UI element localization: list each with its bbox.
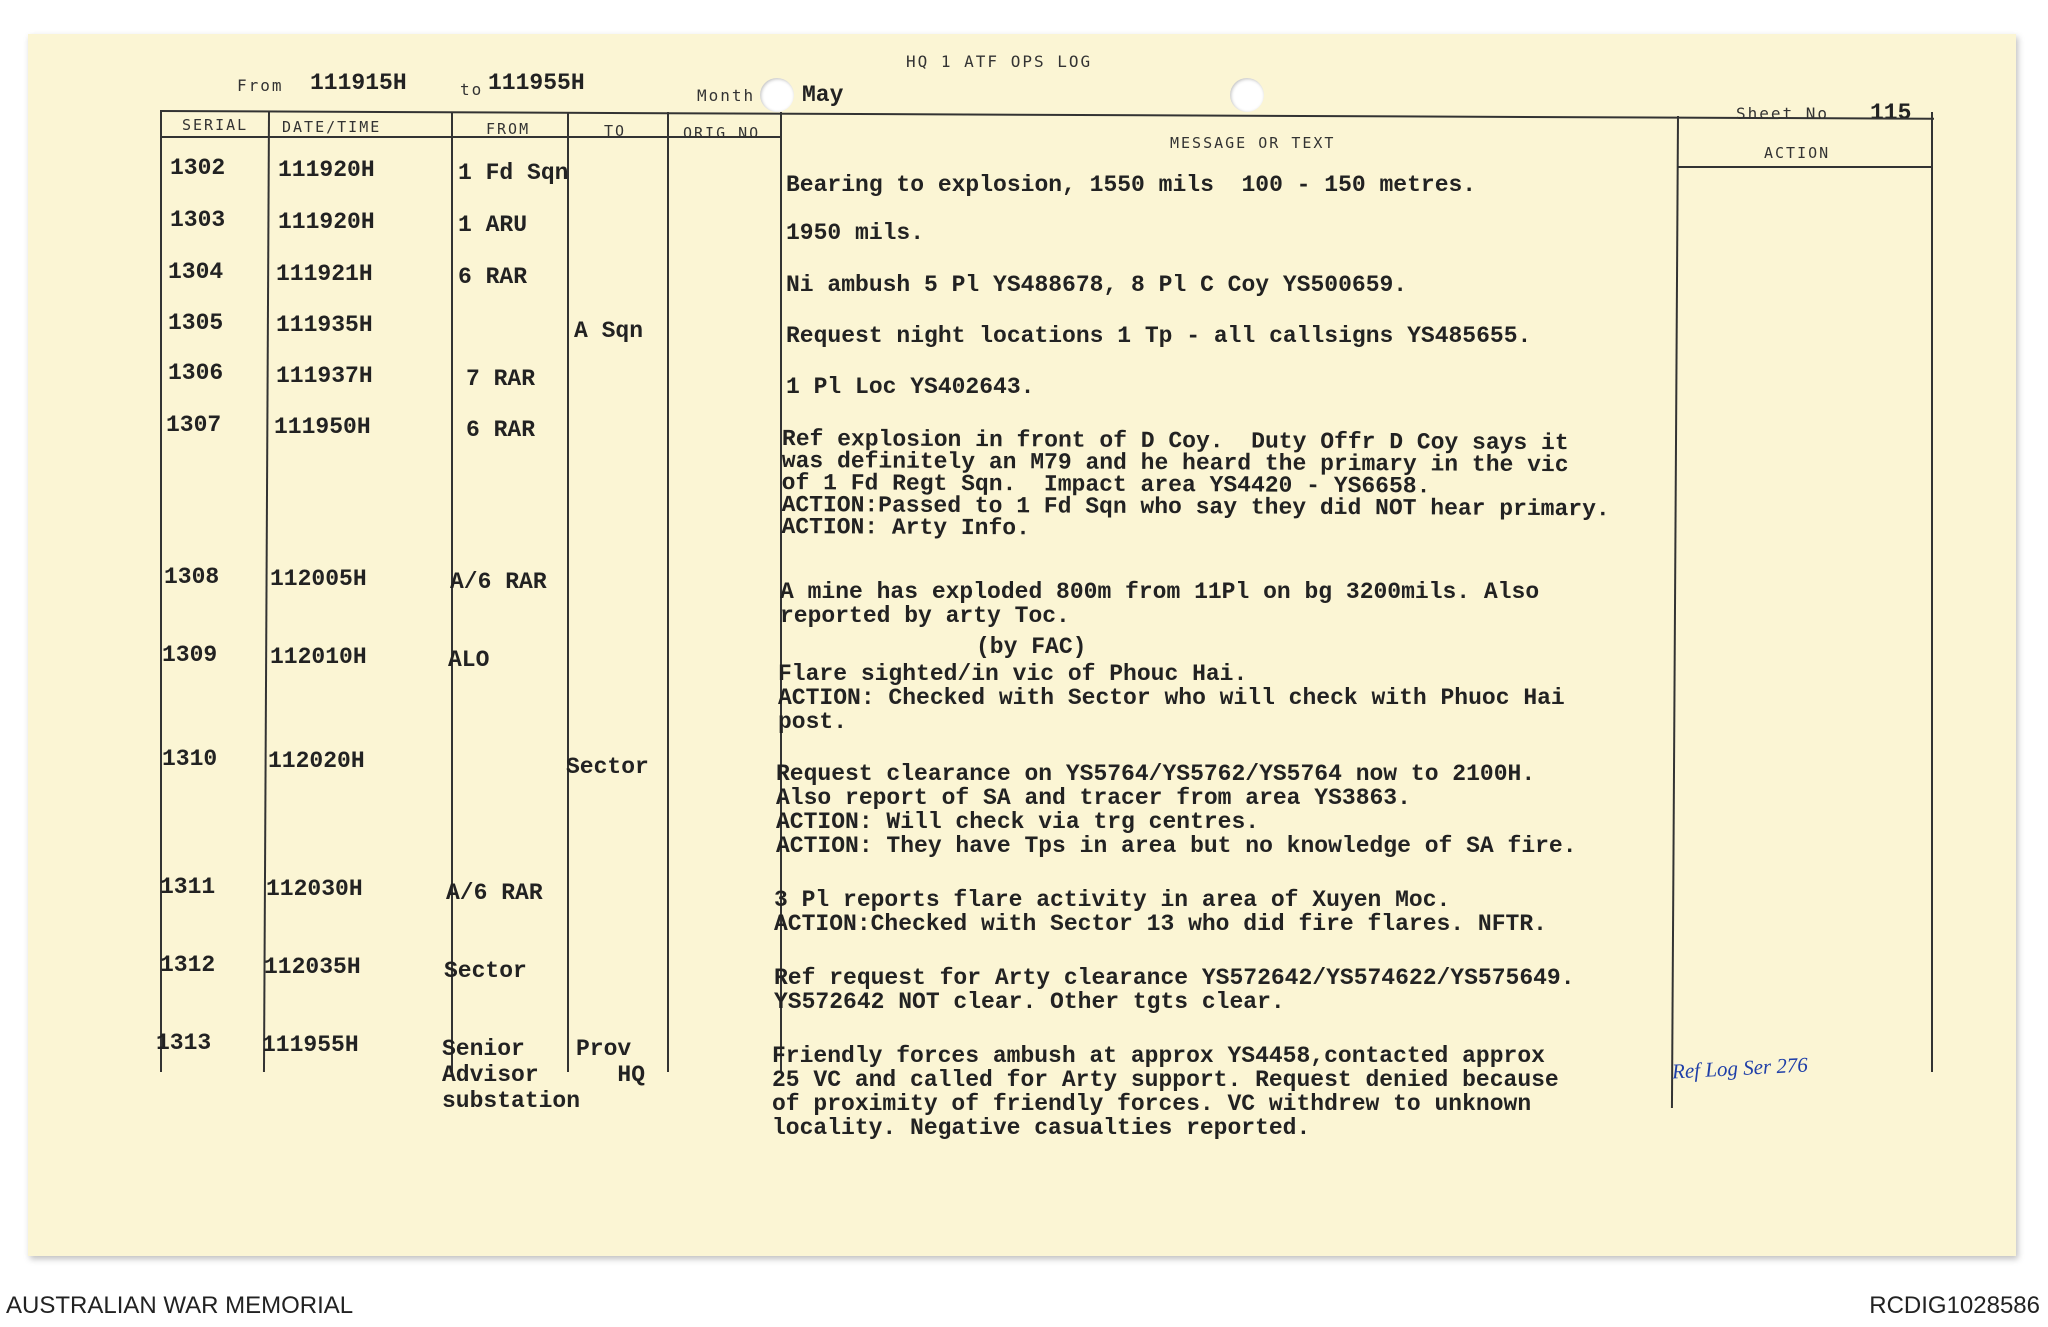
message-1308: A mine has exploded 800m from 11Pl on bg 3200mils. Also reported by arty Toc. (780, 579, 1540, 629)
col-header-message: MESSAGE OR TEXT (1170, 134, 1336, 152)
col-header-to: TO (604, 122, 627, 140)
from-value: 111915H (310, 70, 407, 96)
to-1313: Prov HQ (576, 1036, 646, 1088)
serial-1306: 1306 (168, 360, 224, 386)
sheet-label: Sheet No (1736, 104, 1830, 123)
message-1304: Ni ambush 5 Pl YS488678, 8 Pl C Coy YS500659. (786, 272, 1408, 298)
from-1313: Senior Advisor substation (442, 1036, 581, 1114)
from-1306: 7 RAR (466, 366, 536, 392)
serial-1302: 1302 (170, 155, 226, 181)
to-1305: A Sqn (574, 318, 644, 344)
action-1313: Ref Log Ser 276 (1671, 1052, 1809, 1084)
message-1302: Bearing to explosion, 1550 mils 100 - 150 metres. (786, 172, 1477, 198)
col-header-from: FROM (486, 120, 531, 138)
from-1303: 1 ARU (458, 212, 528, 238)
datetime-1304: 111921H (276, 261, 373, 287)
from-1309: ALO (448, 647, 490, 673)
serial-1312: 1312 (160, 952, 216, 978)
from-1302: 1 Fd Sqn (458, 160, 569, 186)
footer-right: RCDIG1028586 (1869, 1292, 2040, 1319)
from-1307: 6 RAR (466, 417, 536, 443)
message-1303: 1950 mils. (786, 220, 925, 246)
datetime-1310: 112020H (268, 748, 365, 774)
message-1309: Flare sighted/in vic of Phouc Hai. ACTION: Checked with Sector who will check with Phuoc Hai post. (778, 661, 1565, 735)
from-1308: A/6 RAR (450, 569, 547, 595)
from-1311: A/6 RAR (446, 880, 543, 906)
insert-1309: (by FAC) (976, 634, 1087, 660)
datetime-1302: 111920H (278, 157, 375, 183)
message-1306: 1 Pl Loc YS402643. (786, 374, 1035, 400)
col-divider-8 (1931, 112, 1933, 1072)
sheet-value: 115 (1870, 100, 1912, 126)
serial-1304: 1304 (168, 259, 224, 285)
col-divider-1 (160, 112, 162, 1072)
to-label: to (460, 80, 484, 99)
to-1310: Sector (566, 754, 649, 780)
datetime-1303: 111920H (278, 209, 375, 235)
serial-1310: 1310 (162, 746, 218, 772)
from-1304: 6 RAR (458, 264, 528, 290)
col-divider-5 (667, 112, 669, 1072)
datetime-1313: 111955H (262, 1032, 359, 1058)
col-header-datetime: DATE/TIME (282, 118, 382, 136)
serial-1309: 1309 (162, 642, 218, 668)
serial-1311: 1311 (160, 874, 216, 900)
datetime-1312: 112035H (264, 954, 361, 980)
serial-1308: 1308 (164, 564, 220, 590)
serial-1303: 1303 (170, 207, 226, 233)
message-1310: Request clearance on YS5764/YS5762/YS5764 now to 2100H. Also report of SA and tracer from area YS3863. ACTION: Will check via trg centres. ACTION: They have Tps in area but no knowledge of SA fire. (776, 761, 1577, 859)
message-1305: Request night locations 1 Tp - all callsigns YS485655. (786, 323, 1532, 349)
message-1312: Ref request for Arty clearance YS572642/YS574622/YS575649. YS572642 NOT clear. Other tgts clear. (774, 965, 1575, 1015)
message-1311: 3 Pl reports flare activity in area of Xuyen Moc. ACTION:Checked with Sector 13 who did fire flares. NFTR. (774, 887, 1547, 937)
datetime-1309: 112010H (270, 644, 367, 670)
datetime-1311: 112030H (266, 876, 363, 902)
datetime-1308: 112005H (270, 566, 367, 592)
from-label: From (237, 76, 284, 95)
log-title: HQ 1 ATF OPS LOG (906, 52, 1093, 71)
serial-1313: 1313 (156, 1030, 212, 1056)
month-label: Month (697, 86, 756, 105)
table-header-rule-right (1678, 166, 1932, 168)
serial-1305: 1305 (168, 310, 224, 336)
col-divider-4 (567, 112, 569, 1072)
serial-1307: 1307 (166, 412, 222, 438)
col-header-serial: SERIAL (182, 116, 249, 134)
punch-hole-right (1230, 78, 1264, 112)
message-1313: Friendly forces ambush at approx YS4458,contacted approx 25 VC and called for Arty support. Request denied because of proximity of friendly forces. VC withdrew to unknown locality. Negative casualties reported. (772, 1043, 1559, 1141)
punch-hole-left (760, 78, 794, 112)
footer-left: AUSTRALIAN WAR MEMORIAL (6, 1292, 354, 1319)
datetime-1307: 111950H (274, 414, 371, 440)
month-value: May (802, 82, 844, 108)
message-1307: Ref explosion in front of D Coy. Duty Offr D Coy says it was definitely an M79 and he heard the primary in the vic of 1 Fd Regt Sqn. Impact area YS4420 - YS6658. ACTION:Passed to 1 Fd Sqn who say they did NOT hear primary. ACTION: Arty Info. (781, 426, 1610, 542)
datetime-1306: 111937H (276, 363, 373, 389)
col-header-orig-no: ORIG NO (683, 124, 761, 142)
to-value: 111955H (488, 70, 585, 96)
datetime-1305: 111935H (276, 312, 373, 338)
from-1312: Sector (444, 958, 527, 984)
col-header-action: ACTION (1764, 144, 1831, 162)
